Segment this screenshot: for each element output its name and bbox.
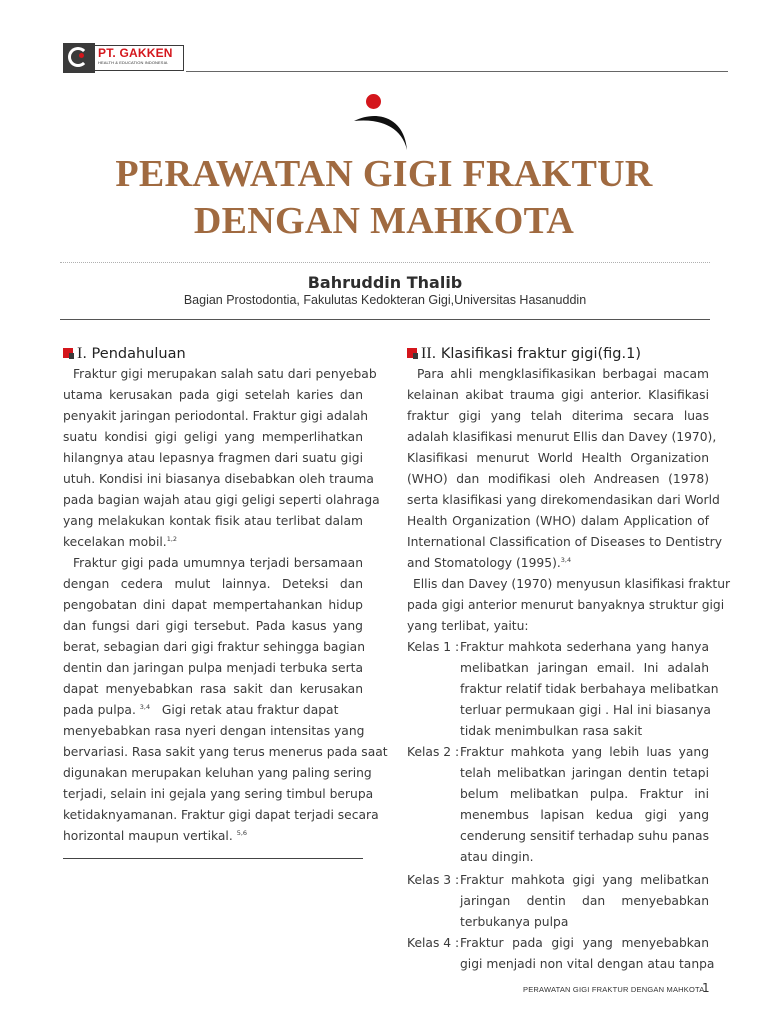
paragraph-line: dan fungsi dari gigi tersebut. Pada kasus yang — [63, 619, 363, 633]
paragraph-line: Klasifikasi menurut World Health Organization — [407, 451, 709, 465]
page-number: 1 — [702, 981, 710, 995]
kelas-line: atau dingin. — [460, 850, 534, 864]
kelas-line: Fraktur mahkota sederhana yang hanya — [460, 640, 709, 654]
paragraph-line: menyebabkan rasa nyeri dengan intensitas yang — [63, 724, 365, 738]
paragraph-line: ketidaknyamanan. Fraktur gigi dapat terjadi secara — [63, 808, 379, 822]
citation-ref: 5,6 — [236, 829, 248, 837]
line-text: kecelakan mobil. — [63, 535, 167, 549]
kelas-line: fraktur relatif tidak berbahaya melibatkan — [460, 682, 719, 696]
author-affiliation: Bagian Prostodontia, Fakulutas Kedokteran Gigi,Universitas Hasanuddin — [183, 293, 587, 307]
kelas-line: cenderung sensitif terhadap suhu panas — [460, 829, 709, 843]
line-text: pada pulpa. — [63, 703, 136, 717]
title-line-2: DENGAN MAHKOTA — [193, 200, 575, 242]
paragraph-line: dapat menyebabkan rasa sakit dan kerusakan — [63, 682, 363, 696]
paragraph-line: pengobatan dini dapat mempertahankan hidup — [63, 598, 363, 612]
paragraph-line: Fraktur gigi pada umumnya terjadi bersamaan — [73, 556, 363, 570]
paragraph-line: Ellis dan Davey (1970) menyusun klasifikasi fraktur — [413, 577, 731, 591]
section-1-heading — [63, 345, 186, 363]
paragraph-line: Health Organization (WHO) dalam Application of — [407, 514, 709, 528]
gakken-logo-icon — [63, 43, 95, 73]
section-title: . Pendahuluan — [82, 346, 186, 362]
author-name: Bahruddin Thalib — [307, 273, 463, 292]
paragraph-line — [63, 532, 363, 553]
kelas-line: belum melibatkan pulpa. Fraktur ini — [460, 787, 709, 801]
running-title: PERAWATAN GIGI FRAKTUR DENGAN MAHKOTA — [523, 985, 705, 994]
paragraph-line: kelainan akibat trauma gigi anterior. Klasifikasi — [407, 388, 709, 402]
logo-name: PT. GAKKEN — [98, 46, 173, 60]
kelas-line: terluar permukaan gigi . Hal ini biasanya — [460, 703, 711, 717]
title-divider — [60, 262, 710, 263]
paragraph-line: Fraktur gigi merupakan salah satu dari penyebab — [73, 367, 377, 381]
paragraph-line: yang terlibat, yaitu: — [407, 619, 529, 633]
paragraph-line: dengan cedera mulut lainnya. Deteksi dan — [63, 577, 363, 591]
kelas-line: Fraktur mahkota gigi yang melibatkan — [460, 873, 709, 887]
citation-ref: 3,4 — [139, 703, 151, 711]
line-text: and Stomatology (1995). — [407, 556, 561, 570]
citation-ref: 1,2 — [166, 535, 178, 543]
header-divider — [186, 71, 728, 72]
paragraph-line: dentin dan jaringan pulpa menjadi terbuka serta — [63, 661, 363, 675]
kelas-line: Fraktur mahkota yang lebih luas yang — [460, 745, 709, 759]
kelas-1-label: Kelas 1 : — [407, 640, 460, 654]
logo-tagline: HEALTH & EDUCATION INDONESIA — [98, 60, 168, 65]
paragraph-line — [63, 826, 363, 847]
paragraph-line: serta klasifikasi yang direkomendasikan dari World — [407, 493, 720, 507]
kelas-line: Fraktur pada gigi yang menyebabkan — [460, 936, 709, 950]
paragraph-line: yang melakukan kontak fisik atau terlibat dalam — [63, 514, 363, 528]
citation-ref: 3,4 — [560, 556, 572, 564]
kelas-2-label: Kelas 2 : — [407, 745, 460, 759]
paragraph-line: bervariasi. Rasa sakit yang terus menerus pada saat — [63, 745, 388, 759]
title-line-1: PERAWATAN GIGI FRAKTUR — [115, 153, 653, 195]
paragraph-line: International Classification of Diseases to Dentistry — [407, 535, 722, 549]
section-numeral: II — [421, 345, 432, 362]
kelas-line: melibatkan jaringan email. Ini adalah — [460, 661, 709, 675]
kelas-3-label: Kelas 3 : — [407, 873, 460, 887]
paragraph-line: suatu kondisi gigi geligi yang memperlihatkan — [63, 430, 363, 444]
paragraph-line: (WHO) dan modifikasi oleh Andreasen (1978) — [407, 472, 709, 486]
paragraph-line — [407, 553, 709, 574]
kelas-line: jaringan dentin dan menyebabkan — [460, 894, 709, 908]
emblem-dot-icon — [366, 94, 381, 109]
kelas-line: tidak menimbulkan rasa sakit — [460, 724, 643, 738]
emblem-swoosh-icon — [352, 108, 412, 156]
paragraph-line: utama kerusakan pada gigi setelah karies dan — [63, 388, 363, 402]
line-text: Gigi retak atau fraktur dapat — [161, 703, 339, 717]
kelas-line: menembus lapisan kedua gigi yang — [460, 808, 709, 822]
affiliation-divider — [60, 319, 710, 320]
line-text: horizontal maupun vertikal. — [63, 829, 233, 843]
section-bullet-icon — [407, 348, 417, 358]
paragraph-line: pada gigi anterior menurut banyaknya struktur gigi — [407, 598, 725, 612]
paragraph-line — [63, 700, 363, 721]
paragraph-line: berat, sebagian dari gigi fraktur sehingga bagian — [63, 640, 365, 654]
paragraph-line: fraktur gigi yang telah diterima secara luas — [407, 409, 709, 423]
paragraph-line: pada bagian wajah atau gigi geligi seperti olahraga — [63, 493, 380, 507]
paragraph-line: utuh. Kondisi ini biasanya disebabkan oleh trauma — [63, 472, 374, 486]
column-end-divider — [63, 858, 363, 859]
paragraph-line: adalah klasifikasi menurut Ellis dan Davey (1970), — [407, 430, 717, 444]
kelas-line: terbukanya pulpa — [460, 915, 569, 929]
article-title — [70, 151, 698, 245]
paragraph-line: Para ahli mengklasifikasikan berbagai macam — [417, 367, 709, 381]
kelas-4-label: Kelas 4 : — [407, 936, 460, 950]
section-bullet-icon — [63, 348, 73, 358]
section-2-heading — [407, 345, 641, 363]
section-numeral: I — [77, 345, 83, 362]
kelas-line: telah melibatkan jaringan dentin tetapi — [460, 766, 709, 780]
section-title: . Klasifikasi fraktur gigi(fig.1) — [431, 346, 641, 362]
paragraph-line: terjadi, selain ini gejala yang sering timbul berupa — [63, 787, 374, 801]
paragraph-line: digunakan merupakan keluhan yang paling sering — [63, 766, 372, 780]
paragraph-line: penyakit jaringan periodontal. Fraktur gigi adalah — [63, 409, 369, 423]
paragraph-line: hilangnya atau lepasnya fragmen dari suatu gigi — [63, 451, 363, 465]
kelas-line: gigi menjadi non vital dengan atau tanpa — [460, 957, 715, 971]
